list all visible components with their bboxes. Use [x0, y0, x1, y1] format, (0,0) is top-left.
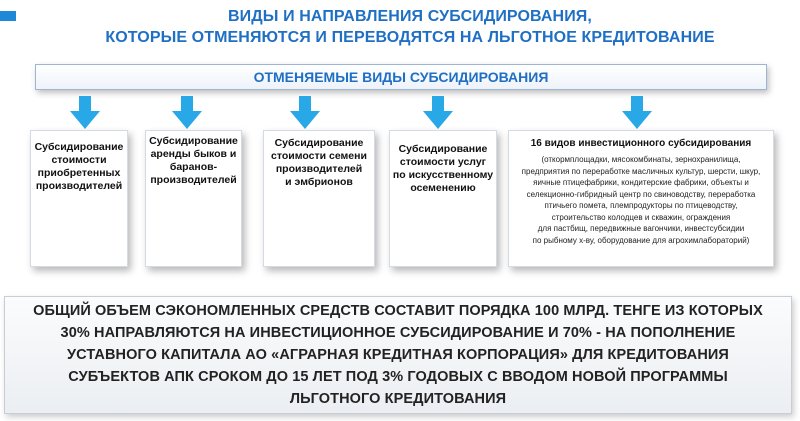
arrow-down-icon — [421, 96, 455, 130]
summary-text: ОБЩИЙ ОБЪЕМ СЭКОНОМЛЕННЫХ СРЕДСТВ СОСТАВИТ ПОРЯДКА 100 МЛРД. ТЕНГЕ ИЗ КОТОРЫХ 30% НАПРАВЛЯЮТСЯ НА ИНВЕСТИЦИОННОЕ СУБСИДИРОВАНИЕ И 70% - НА ПОПОЛНЕНИЕ УСТАВНОГО КАПИТАЛА АО «АГРАРНАЯ КРЕДИТНАЯ КОРПОРАЦИЯ» ДЛЯ КРЕДИТОВАНИЯ СУБЪЕКТОВ АПК СРОКОМ ДО 15 ЛЕТ ПОД 3% ГОДОВЫХ С ВВОДОМ НОВОЙ ПРОГРАММЫ ЛЬГОТНОГО КРЕДИТОВАНИЯ — [33, 303, 763, 407]
arrow-down-icon — [288, 96, 322, 130]
arrow-down-icon — [170, 96, 204, 130]
arrow-down-icon — [68, 96, 102, 130]
page-title-line-1: ВИДЫ И НАПРАВЛЕНИЯ СУБСИДИРОВАНИЯ, — [228, 8, 592, 25]
subsidy-card-description: (откормплощадки, мясокомбинаты, зернохранилища, предприятия по переработке масличных культур, шерсти, шкур, яичные птицефабрики, кондитерские фабрики, объекты и селекционно-гибридный центр по свиноводству, переработка птичьего помета, племпродукторы по птицеводству, строительство колодцев и скважин, ограждения для пастбищ, передвижные вагончики, инвестсубсидии по рыбному х-ву, оборудование для агрохимлабораторий) — [521, 155, 761, 245]
subsidy-card-4 — [389, 130, 497, 267]
subsidy-card-5 — [508, 130, 774, 267]
section-header-box — [35, 64, 767, 90]
subsidy-card-title: Субсидирование стоимости семени производителей и эмбрионов — [271, 137, 367, 188]
subsidy-card-title: Субсидирование стоимости приобретенных производителей — [34, 141, 124, 192]
subsidy-card-title: Субсидирование стоимости услуг по искусственному осеменению — [392, 143, 494, 194]
subsidy-card-title: 16 видов инвестиционного субсидирования — [530, 138, 752, 149]
summary-box — [4, 296, 792, 414]
page-title-line-2: КОТОРЫЕ ОТМЕНЯЮТСЯ И ПЕРЕВОДЯТСЯ НА ЛЬГОТНОЕ КРЕДИТОВАНИЕ — [105, 29, 715, 46]
accent-bar — [0, 11, 16, 21]
subsidy-card-1 — [30, 130, 128, 267]
section-header-text: ОТМЕНЯЕМЫЕ ВИДЫ СУБСИДИРОВАНИЯ — [253, 69, 549, 85]
arrow-down-icon — [620, 96, 654, 130]
subsidy-card-3 — [263, 130, 375, 267]
subsidy-card-2 — [145, 130, 242, 267]
subsidy-card-title: Субсидирование аренды быков и баранов- производителей — [149, 135, 238, 186]
